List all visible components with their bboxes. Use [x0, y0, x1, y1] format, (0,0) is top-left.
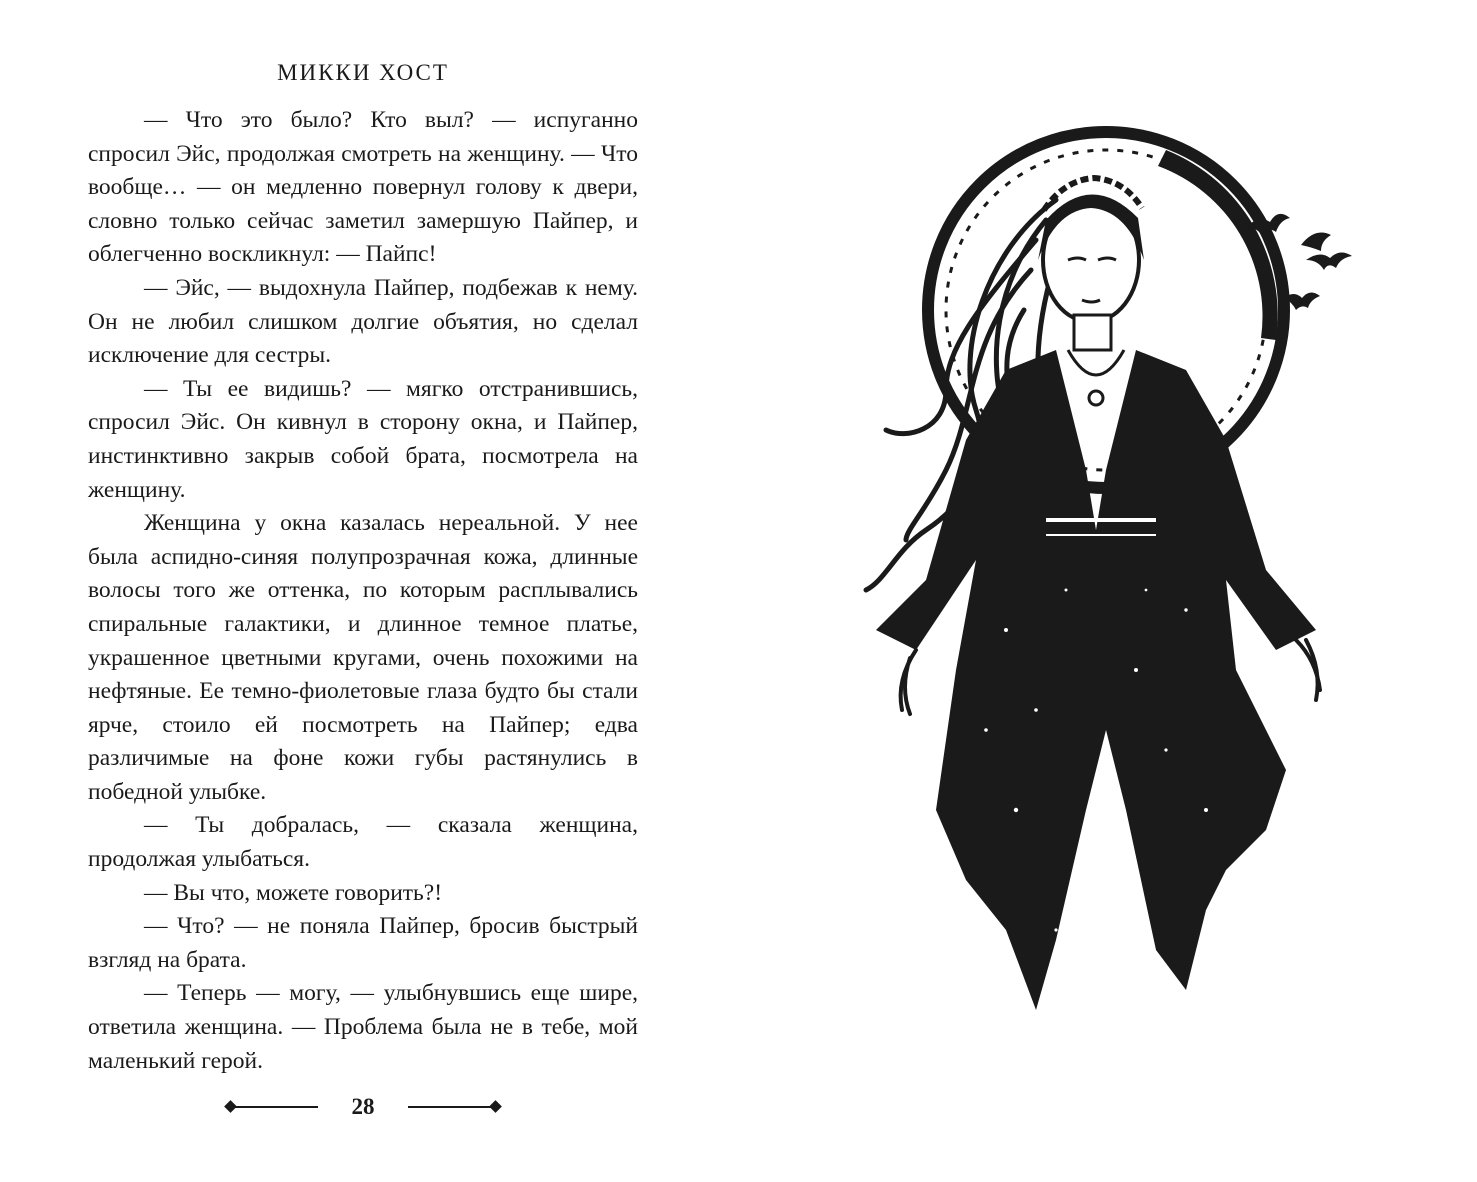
- page-number-ornament: [228, 1090, 498, 1124]
- page-number: 28: [351, 1094, 375, 1119]
- paragraph: — Что это было? Кто выл? — испуганно спросил Эйс, продолжая смотреть на женщину. — Что вообще… — он медленно повернул голову к двери, словно только сейчас заметил замершую Пайпер, и облегченно воскликнул: — Пайпс!: [88, 107, 638, 268]
- paragraph: — Эйс, — выдохнула Пайпер, подбежав к нему. Он не любил слишком долгие объятия, но сделал исключение для сестры.: [88, 274, 638, 369]
- paragraph: — Ты добралась, — сказала женщина, продолжая улыбаться.: [88, 812, 638, 873]
- woman-illustration-icon: [806, 110, 1406, 1040]
- paragraph: — Вы что, можете говорить?!: [144, 879, 443, 906]
- head-icon: [1038, 178, 1144, 322]
- left-page: [0, 0, 738, 1182]
- ornament-rule: [408, 1106, 498, 1108]
- running-head: МИККИ ХОСТ: [277, 60, 449, 85]
- dress-icon: [876, 350, 1316, 1010]
- text-block: [88, 104, 638, 1078]
- paragraph: — Теперь — могу, — улыбнувшись еще шире, ответила женщина. — Проблема была не в тебе, мой маленький герой.: [88, 980, 638, 1074]
- right-page: [738, 0, 1477, 1182]
- paragraph: Женщина у окна казалась нереальной. У нее была аспидно-синяя полупрозрачная кожа, длинные волосы того же оттенка, по которым расплывались спиральные галактики, и длинное темное платье, украшенное цветными кругами, очень похожими на нефтяные. Ее темно-фиолетовые глаза будто бы стали ярче, стоило ей посмотреть на Пайпер; едва различимые на фоне кожи губы растянулись в победной улыбке.: [88, 510, 638, 805]
- paragraph: — Что? — не поняла Пайпер, бросив быстрый взгляд на брата.: [88, 913, 638, 973]
- paragraph: — Ты ее видишь? — мягко отстранившись, спросил Эйс. Он кивнул в сторону окна, и Пайпер, инстинктивно закрыв собой брата, посмотрела на женщину.: [88, 375, 638, 503]
